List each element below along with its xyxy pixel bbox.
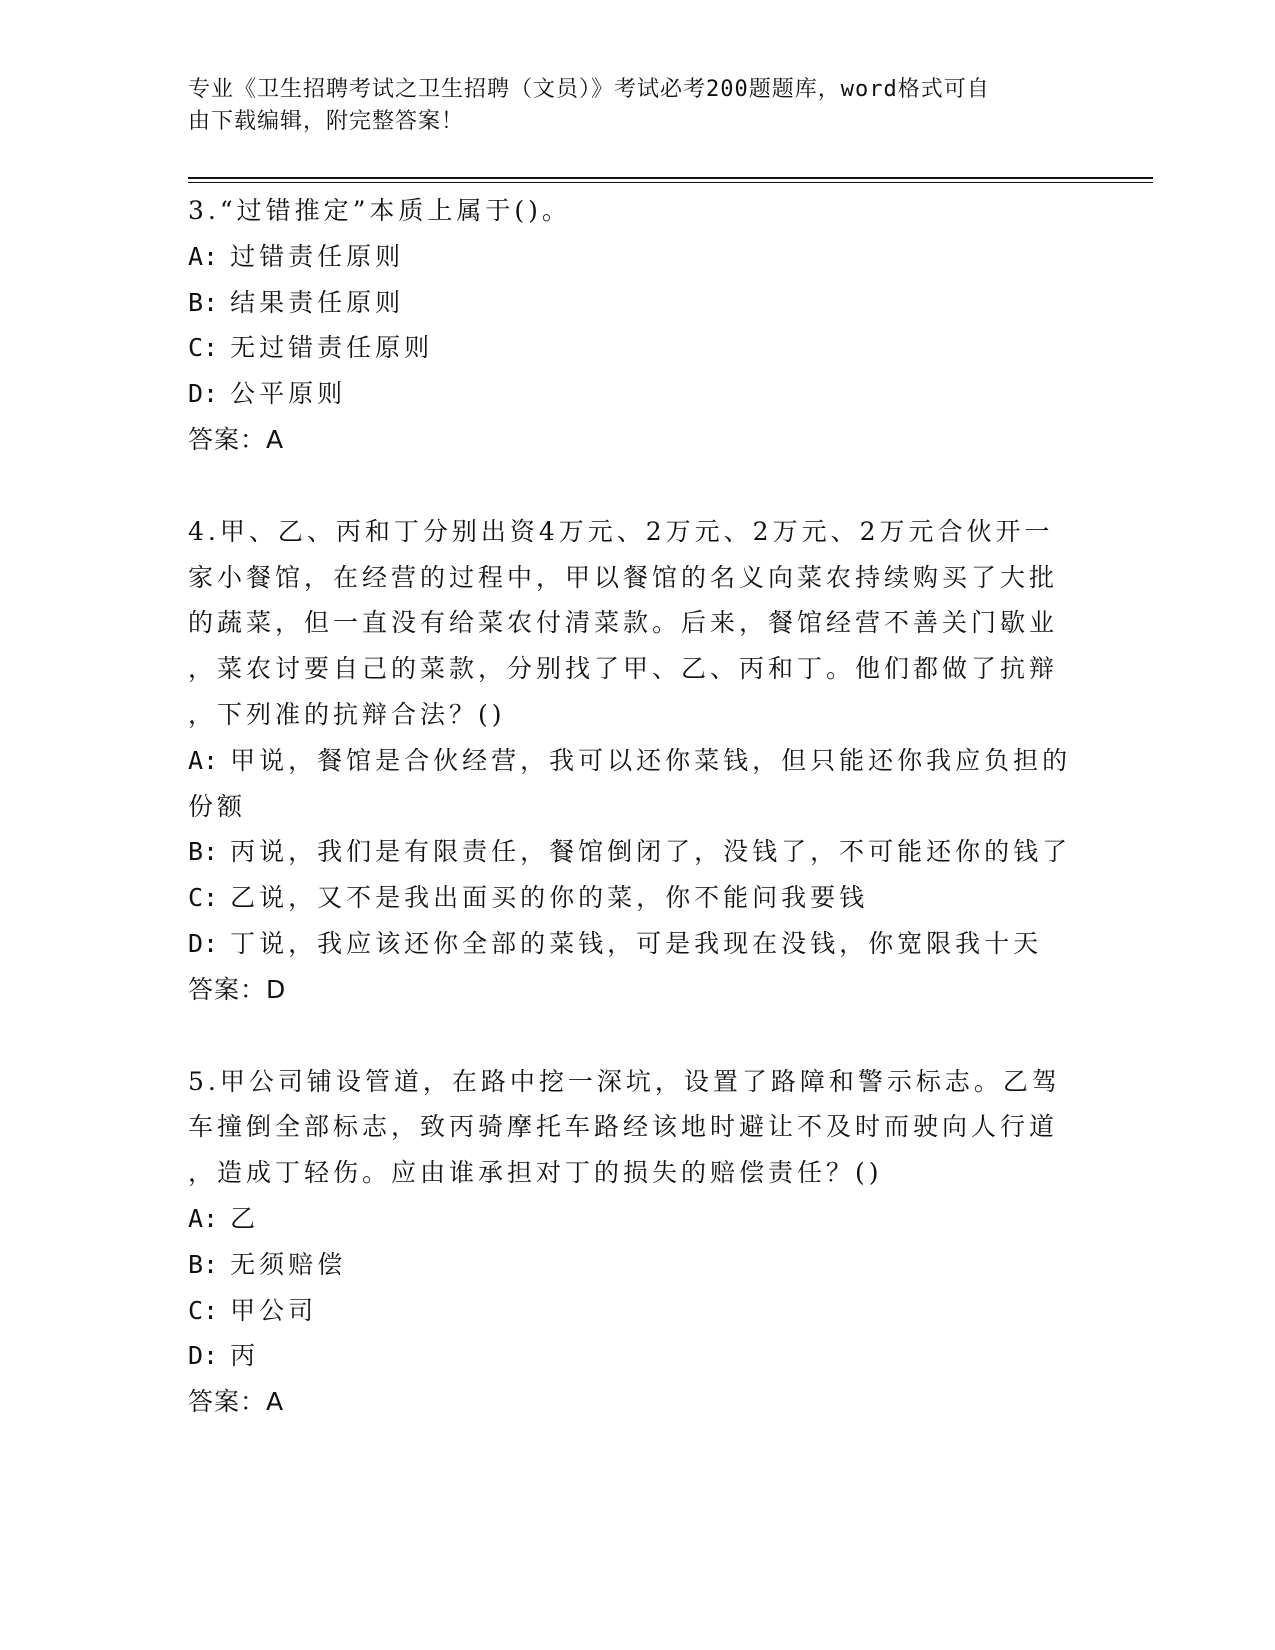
option-d [188, 921, 1088, 967]
option-letter: C: [188, 883, 219, 913]
header-line-2: 由下载编辑，附完整答案！ [188, 109, 465, 134]
header-line-1: 专业《卫生招聘考试之卫生招聘（文员）》考试必考200题题库，word格式可自 [188, 77, 990, 102]
option-c [188, 1288, 1088, 1334]
option-d [188, 1333, 1088, 1379]
option-c [188, 325, 1088, 371]
option-d [188, 371, 1088, 417]
question-stem: 4.甲、乙、丙和丁分别出资4万元、2万元、2万元、2万元合伙开一 [188, 516, 1054, 546]
option-text: 丙说，我们是有限责任，餐馆倒闭了，没钱了，不可能还你的钱了 [230, 837, 1072, 867]
header-divider-thick [188, 177, 1153, 179]
document-header [188, 74, 1088, 138]
question-stem: 的蔬菜，但一直没有给菜农付清菜款。后来，餐馆经营不善关门歇业 [188, 608, 1059, 638]
option-b [188, 829, 1088, 875]
question-3 [188, 188, 1088, 463]
option-text: 甲公司 [230, 1295, 318, 1325]
option-text: 无须赔偿 [230, 1249, 347, 1279]
question-4 [188, 509, 1088, 1013]
option-letter: B: [188, 1249, 219, 1279]
option-letter: D: [188, 1341, 219, 1371]
question-stem: ，菜农讨要自己的菜款，分别找了甲、乙、丙和丁。他们都做了抗辩 [188, 654, 1059, 684]
option-text: 乙 [230, 1203, 260, 1233]
option-text: 丁说，我应该还你全部的菜钱，可是我现在没钱，你宽限我十天 [230, 928, 1043, 958]
option-text: 丙 [230, 1341, 260, 1371]
header-divider-thin [188, 182, 1153, 183]
question-list [188, 188, 1088, 1471]
option-a [188, 1196, 1088, 1242]
option-letter: A: [188, 745, 219, 775]
option-letter: D: [188, 928, 219, 958]
question-stem: 3.“过错推定”本质上属于()。 [188, 196, 571, 225]
option-letter: B: [188, 287, 219, 317]
option-a-continued: 份额 [188, 791, 247, 821]
question-stem: ，造成丁轻伤。应由谁承担对丁的损失的赔偿责任？() [188, 1158, 883, 1188]
question-5 [188, 1059, 1088, 1425]
option-letter: A: [188, 1203, 219, 1233]
option-letter: A: [188, 241, 219, 271]
option-text: 甲说，餐馆是合伙经营，我可以还你菜钱，但只能还你我应负担的 [230, 745, 1072, 775]
option-letter: B: [188, 837, 219, 867]
option-b [188, 1242, 1088, 1288]
option-text: 乙说，又不是我出面买的你的菜，你不能问我要钱 [230, 883, 869, 913]
option-letter: D: [188, 379, 219, 409]
answer-label: 答案：D [188, 974, 287, 1004]
option-text: 过错责任原则 [230, 241, 405, 271]
option-text: 公平原则 [230, 379, 347, 409]
question-stem: 车撞倒全部标志，致丙骑摩托车路经该地时避让不及时而驶向人行道 [188, 1112, 1059, 1142]
question-stem: ，下列准的抗辩合法？() [188, 699, 506, 729]
option-letter: C: [188, 1295, 219, 1325]
question-stem: 家小餐馆，在经营的过程中，甲以餐馆的名义向菜农持续购买了大批 [188, 562, 1059, 592]
option-a [188, 234, 1088, 280]
option-letter: C: [188, 333, 219, 363]
option-text: 无过错责任原则 [230, 333, 434, 363]
option-a [188, 738, 1088, 784]
answer-label: 答案：A [188, 424, 285, 454]
option-text: 结果责任原则 [230, 287, 405, 317]
question-stem: 5.甲公司铺设管道，在路中挖一深坑，设置了路障和警示标志。乙驾 [188, 1066, 1061, 1096]
option-b [188, 280, 1088, 326]
answer-label: 答案：A [188, 1387, 285, 1417]
option-c [188, 875, 1088, 921]
